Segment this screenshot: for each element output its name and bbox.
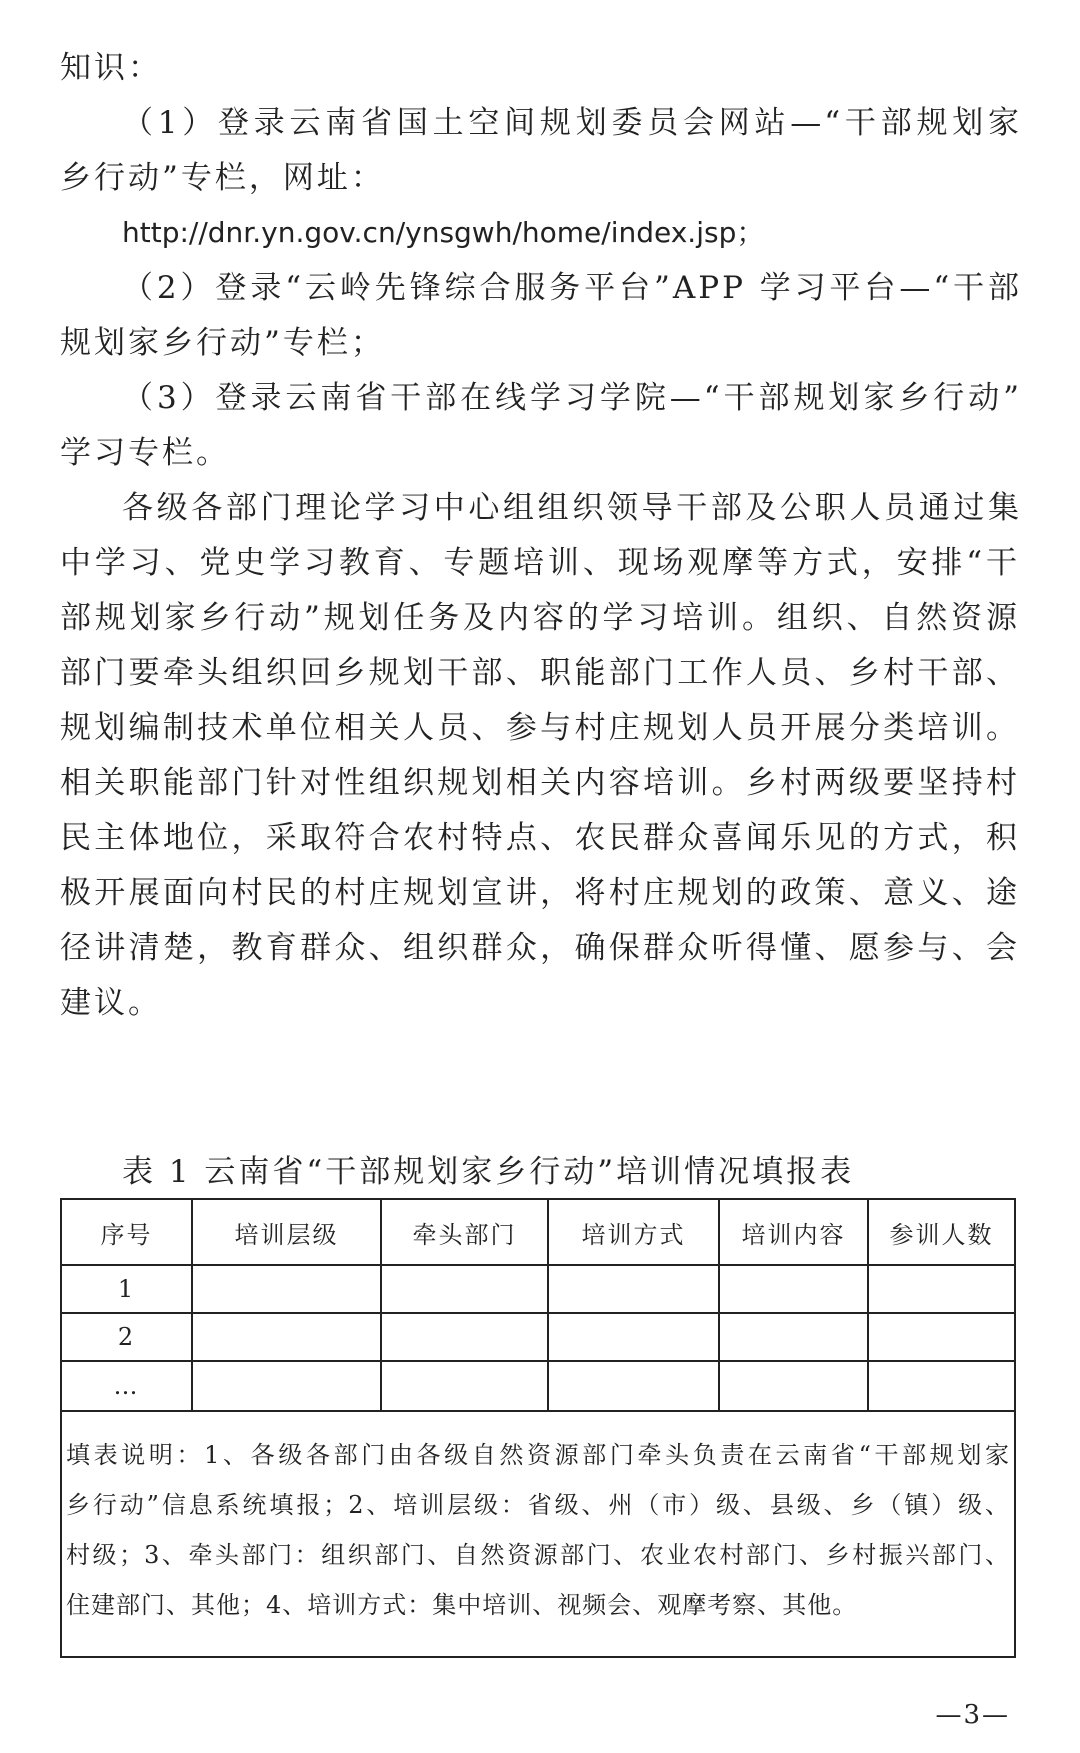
text-line: 径讲清楚，教育群众、组织群众，确保群众听得懂、愿参与、会 <box>60 930 1020 966</box>
table-cell <box>382 1362 549 1410</box>
text-line: 建议。 <box>60 985 162 1021</box>
text-line: 相关职能部门针对性组织规划相关内容培训。乡村两级要坚持村 <box>60 765 1020 801</box>
url-line: http://dnr.yn.gov.cn/ynsgwh/home/index.jsp； <box>122 216 765 249</box>
table-cell: 2 <box>62 1314 193 1360</box>
text-line: 知识： <box>60 50 162 86</box>
table-cell: 1 <box>62 1266 193 1312</box>
text-line: 规划家乡行动”专栏； <box>60 325 385 361</box>
table-cell <box>720 1266 869 1312</box>
table-cell <box>193 1362 382 1410</box>
page-number: —3— <box>935 1700 1010 1730</box>
text-line: 学习专栏。 <box>60 435 230 471</box>
text-line: 规划编制技术单位相关人员、参与村庄规划人员开展分类培训。 <box>60 710 1020 746</box>
header-cell: 培训方式 <box>549 1200 720 1264</box>
table-row <box>62 1362 1014 1412</box>
note-line: 填表说明：1、各级各部门由各级自然资源部门牵头负责在云南省“干部规划家 <box>66 1441 1010 1469</box>
text-line: 各级各部门理论学习中心组组织领导干部及公职人员通过集 <box>122 490 1022 526</box>
table-cell <box>549 1314 720 1360</box>
header-cell: 培训内容 <box>720 1200 869 1264</box>
table-header-row <box>62 1200 1014 1266</box>
text-line: 民主体地位，采取符合农村特点、农民群众喜闻乐见的方式，积 <box>60 820 1020 856</box>
table-cell <box>382 1266 549 1312</box>
text-line: （1）登录云南省国土空间规划委员会网站—“干部规划家 <box>122 105 1022 141</box>
text-line: 部规划家乡行动”规划任务及内容的学习培训。组织、自然资源 <box>60 600 1020 636</box>
header-cell: 牵头部门 <box>382 1200 549 1264</box>
table-caption: 表 1 云南省“干部规划家乡行动”培训情况填报表 <box>122 1154 855 1190</box>
table-cell <box>869 1314 1014 1360</box>
header-cell: 培训层级 <box>193 1200 382 1264</box>
table-cell <box>382 1314 549 1360</box>
text-line: 部门要牵头组织回乡规划干部、职能部门工作人员、乡村干部、 <box>60 655 1020 691</box>
table-cell <box>720 1314 869 1360</box>
table-cell <box>193 1314 382 1360</box>
table-cell: … <box>62 1362 193 1410</box>
text-line: 中学习、党史学习教育、专题培训、现场观摩等方式，安排“干 <box>60 545 1020 581</box>
table-cell <box>869 1266 1014 1312</box>
text-line: 乡行动”专栏，网址： <box>60 160 385 196</box>
header-cell: 序号 <box>62 1200 193 1264</box>
text-line: （3）登录云南省干部在线学习学院—“干部规划家乡行动” <box>122 380 1022 416</box>
table-row <box>62 1314 1014 1362</box>
table-note <box>66 1430 1010 1630</box>
text-line: 极开展面向村民的村庄规划宣讲，将村庄规划的政策、意义、途 <box>60 875 1020 911</box>
text-line: （2）登录“云岭先锋综合服务平台”APP 学习平台—“干部 <box>122 270 1022 306</box>
note-line: 村级；3、牵头部门：组织部门、自然资源部门、农业农村部门、乡村振兴部门、 <box>66 1541 1010 1569</box>
header-cell: 参训人数 <box>889 1220 994 1249</box>
table-cell <box>869 1362 1014 1410</box>
note-line: 乡行动”信息系统填报；2、培训层级：省级、州（市）级、县级、乡（镇）级、 <box>66 1491 1010 1519</box>
table-cell <box>549 1362 720 1410</box>
table-cell <box>720 1362 869 1410</box>
table-cell <box>193 1266 382 1312</box>
table-row <box>62 1266 1014 1314</box>
table-cell <box>549 1266 720 1312</box>
training-report-table <box>60 1198 1016 1658</box>
note-line: 住建部门、其他；4、培训方式：集中培训、视频会、观摩考察、其他。 <box>66 1591 858 1619</box>
